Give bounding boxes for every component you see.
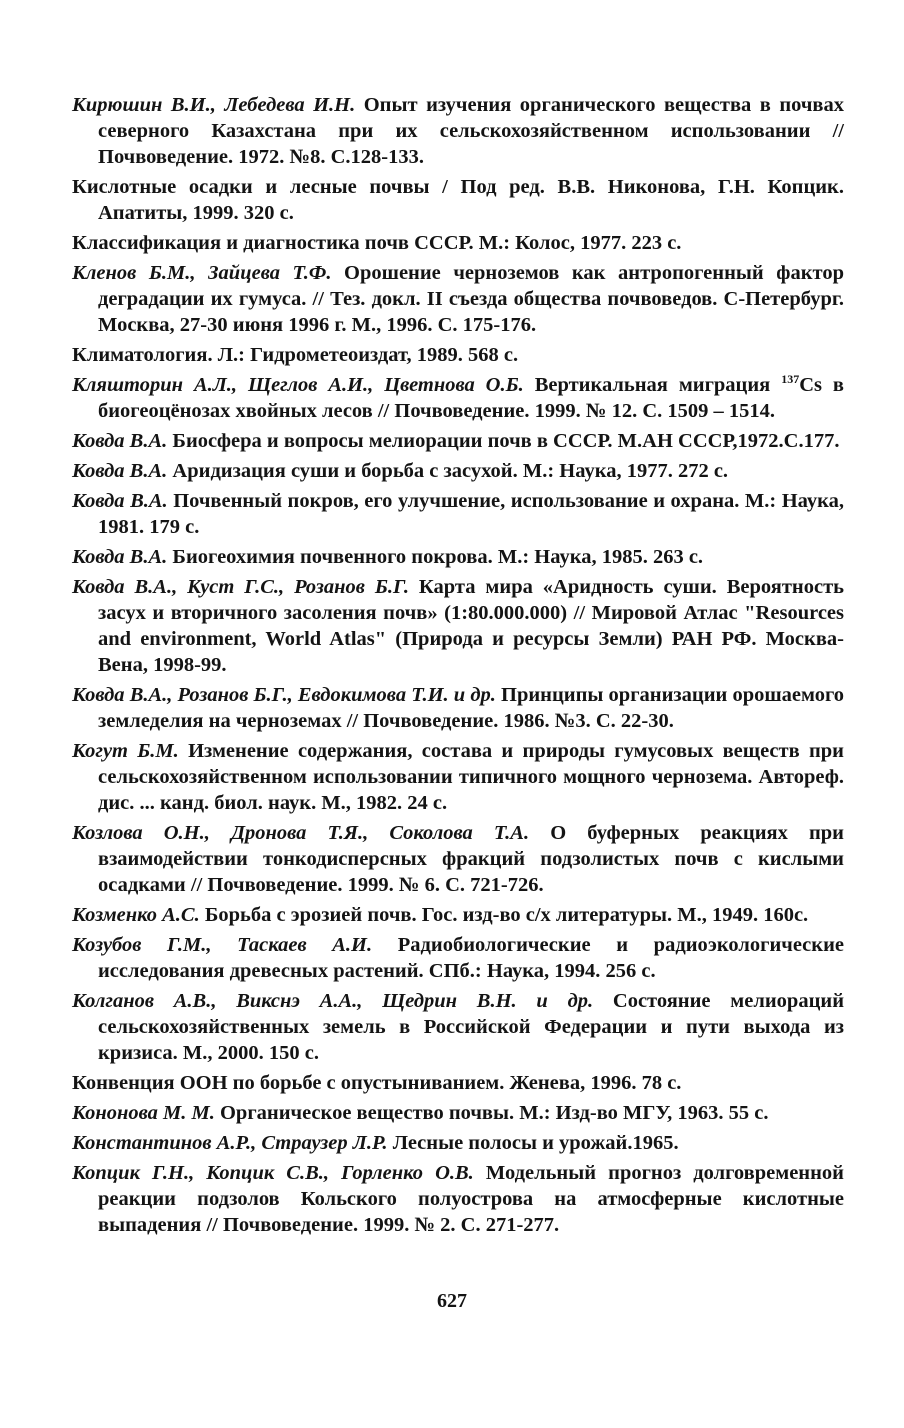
entry-authors: Кленов Б.М., Зайцева Т.Ф. <box>72 262 332 284</box>
bib-entry <box>72 428 844 454</box>
isotope-superscript: 137 <box>781 372 800 387</box>
bib-entry <box>72 1160 844 1238</box>
entry-text: Изменение содержания, состава и природы гумусовых веществ при сельскохозяйственном использовании типичного мощного чернозема. Автореф. дис. ... канд. биол. наук. М., 1982. 24 с. <box>98 740 844 814</box>
entry-text: Карта мира «Аридность суши. Вероятность засух и вторичного засоления почв» (1:80.000.000) // Мировой Атлас "Resources and environment, World Atlas" (Природа и ресурсы Земли) РАН РФ. Москва-Вена, 1998-99. <box>98 576 844 676</box>
entry-text: Орошение черноземов как антропогенный фактор деградации их гумуса. // Тез. докл. II съезда общества почвоведов. С-Петербург. Москва, 27-30 июня 1996 г. М., 1996. С. 175-176. <box>98 262 844 336</box>
bib-entry <box>72 820 844 898</box>
entry-text: Органическое вещество почвы. М.: Изд-во МГУ, 1963. 55 с. <box>214 1102 769 1124</box>
bib-entry <box>72 488 844 540</box>
entry-text: Лесные полосы и урожай.1965. <box>387 1132 679 1154</box>
entry-text: Принципы организации орошаемого земледелия на черноземах // Почвоведение. 1986. №3. С. 22-30. <box>98 684 844 732</box>
entry-authors: Ковда В.А. <box>72 430 168 452</box>
entry-authors: Ковда В.А. <box>72 490 168 512</box>
entry-authors: Козменко А.С. <box>72 904 200 926</box>
bibliography-list <box>72 92 844 1242</box>
entry-authors: Колганов А.В., Викснэ А.А., Щедрин В.Н. и др. <box>72 990 594 1012</box>
entry-text: Аридизация суши и борьба с засухой. М.: Наука, 1977. 272 с. <box>167 460 729 482</box>
entry-authors: Копцик Г.Н., Копцик С.В., Горленко О.В. <box>72 1162 474 1184</box>
bib-entry <box>72 260 844 338</box>
entry-text: Состояние мелиораций сельскохозяйственных земель в Российской Федерации и пути выхода из кризиса. М., 2000. 150 с. <box>98 990 845 1064</box>
bib-entry <box>72 1130 844 1156</box>
entry-authors: Кононова М. М. <box>72 1102 215 1124</box>
entry-authors: Ковда В.А., Розанов Б.Г., Евдокимова Т.И. и др. <box>72 684 496 706</box>
entry-text-continued: Cs в биогеоцёнозах хвойных лесов // Почвоведение. 1999. № 12. С. 1509 – 1514. <box>98 374 844 422</box>
bib-entry <box>72 1070 844 1096</box>
entry-text: Почвенный покров, его улучшение, использование и охрана. М.: Наука, 1981. 179 с. <box>98 490 844 538</box>
entry-authors: Ковда В.А., Куст Г.С., Розанов Б.Г. <box>72 576 409 598</box>
bib-entry <box>72 544 844 570</box>
entry-authors: Ковда В.А. <box>72 546 168 568</box>
bib-entry <box>72 230 844 256</box>
entry-text: О буферных реакциях при взаимодействии тонкодисперсных фракций подзолистых почв с кислыми осадками // Почвоведение. 1999. № 6. С. 721-726. <box>98 822 844 896</box>
entry-text: Конвенция ООН по борьбе с опустыниванием. Женева, 1996. 78 с. <box>72 1072 682 1094</box>
bib-entry <box>72 988 844 1066</box>
bib-entry <box>72 1100 844 1126</box>
bib-entry <box>72 342 844 368</box>
entry-text: Биосфера и вопросы мелиорации почв в СССР. М.АН СССР,1972.С.177. <box>167 430 840 452</box>
entry-text: Борьба с эрозией почв. Гос. изд-во с/х литературы. М., 1949. 160с. <box>199 904 809 926</box>
bib-entry <box>72 92 844 170</box>
bib-entry <box>72 574 844 678</box>
entry-authors: Козубов Г.М., Таскаев А.И. <box>72 934 373 956</box>
entry-text: Вертикальная миграция <box>523 374 771 396</box>
entry-text: Климатология. Л.: Гидрометеоиздат, 1989. 568 с. <box>72 344 519 366</box>
entry-authors: Кляшторин А.Л., Щеглов А.И., Цветнова О.Б. <box>72 374 524 396</box>
page-number: 627 <box>437 1290 467 1312</box>
bib-entry <box>72 932 844 984</box>
entry-authors: Козлова О.Н., Дронова Т.Я., Соколова Т.А. <box>72 822 530 844</box>
bib-entry <box>72 738 844 816</box>
bib-entry <box>72 458 844 484</box>
bib-entry <box>72 372 844 424</box>
entry-authors: Константинов А.Р., Страузер Л.Р. <box>72 1132 388 1154</box>
bib-entry <box>72 902 844 928</box>
entry-authors: Когут Б.М. <box>72 740 179 762</box>
entry-text: Радиобиологические и радиоэкологические исследования древесных растений. СПб.: Наука, 1994. 256 с. <box>98 934 844 982</box>
bib-entry <box>72 682 844 734</box>
entry-text: Опыт изучения органического вещества в почвах северного Казахстана при их сельскохозяйственном использовании // Почвоведение. 1972. №8. С.128-133. <box>98 94 845 168</box>
entry-text: Биогеохимия почвенного покрова. М.: Наука, 1985. 263 с. <box>167 546 704 568</box>
entry-text: Классификация и диагностика почв СССР. М.: Колос, 1977. 223 с. <box>72 232 682 254</box>
entry-authors: Кирюшин В.И., Лебедева И.Н. <box>72 94 356 116</box>
entry-text: Кислотные осадки и лесные почвы / Под ред. В.В. Никонова, Г.Н. Копцик. Апатиты, 1999. 320 с. <box>72 176 844 224</box>
entry-authors: Ковда В.А. <box>72 460 168 482</box>
bib-entry <box>72 174 844 226</box>
entry-text: Модельный прогноз долговременной реакции подзолов Кольского полуострова на атмосферные кислотные выпадения // Почвоведение. 1999. № 2. С. 271-277. <box>98 1162 844 1236</box>
